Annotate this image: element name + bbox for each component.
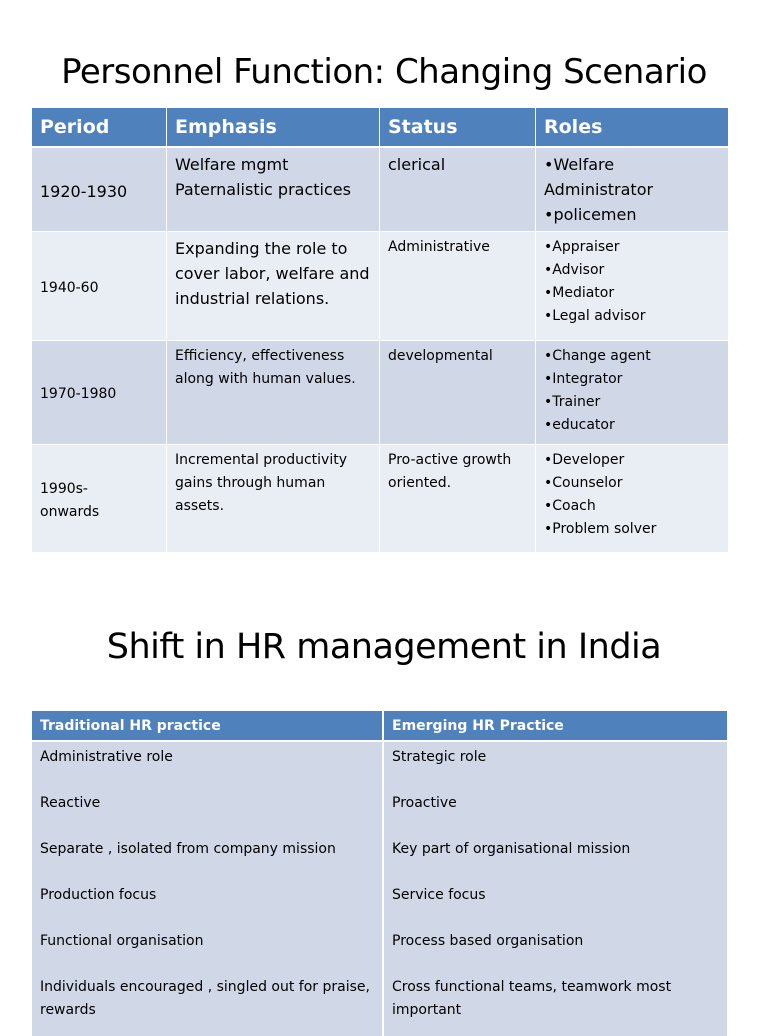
table-row: [32, 880, 729, 926]
role-item: •Problem solver: [544, 521, 657, 537]
roles-cell: [536, 148, 729, 232]
emphasis-cell: Efficiency, effectiveness along with human values.: [167, 341, 380, 445]
emphasis-line: Welfare mgmt: [175, 155, 289, 174]
header-status: Status: [380, 108, 536, 148]
table-row: [32, 926, 729, 972]
role-item: •Developer: [544, 452, 625, 468]
traditional-cell: Reactive: [32, 788, 384, 834]
personnel-function-table: [32, 108, 729, 553]
emphasis-cell: Expanding the role to cover labor, welfare and industrial relations.: [167, 232, 380, 341]
emerging-cell: Service focus: [384, 880, 729, 926]
role-item: •Mediator: [544, 285, 615, 301]
roles-cell: [536, 445, 729, 553]
traditional-cell: Individuals encouraged , singled out for praise, rewards: [32, 972, 384, 1036]
slide-title-hr-shift: Shift in HR management in India: [106, 627, 662, 667]
status-cell: developmental: [380, 341, 536, 445]
role-item: •educator: [544, 417, 615, 433]
header-roles: Roles: [536, 108, 729, 148]
role-item: •Legal advisor: [544, 308, 646, 324]
traditional-cell: Separate , isolated from company mission: [32, 834, 384, 880]
traditional-cell: Production focus: [32, 880, 384, 926]
emerging-cell: Key part of organisational mission: [384, 834, 729, 880]
role-item: •Trainer: [544, 394, 601, 410]
emphasis-cell: [167, 148, 380, 232]
table-row: [32, 232, 729, 341]
table-row: [32, 445, 729, 553]
emphasis-line: Paternalistic practices: [175, 180, 351, 199]
header-period: Period: [32, 108, 167, 148]
emerging-cell: Proactive: [384, 788, 729, 834]
role-item: •Welfare Administrator: [544, 155, 654, 199]
status-cell: clerical: [380, 148, 536, 232]
role-item: •Change agent: [544, 348, 651, 364]
traditional-cell: Administrative role: [32, 742, 384, 788]
period-cell: 1940-60: [32, 232, 167, 341]
header-emphasis: Emphasis: [167, 108, 380, 148]
hr-shift-table: [32, 711, 729, 1036]
role-item: •Advisor: [544, 262, 605, 278]
role-item: •Coach: [544, 498, 596, 514]
role-item: •Appraiser: [544, 239, 620, 255]
role-item: •Integrator: [544, 371, 623, 387]
table-header-row: [32, 711, 729, 742]
table-header-row: [32, 108, 729, 148]
roles-cell: [536, 341, 729, 445]
traditional-cell: Functional organisation: [32, 926, 384, 972]
table-row: [32, 341, 729, 445]
emerging-cell: Process based organisation: [384, 926, 729, 972]
period-cell: 1920-1930: [32, 148, 167, 232]
emerging-cell: Strategic role: [384, 742, 729, 788]
status-cell: Administrative: [380, 232, 536, 341]
slide-title-personnel-function: Personnel Function: Changing Scenario: [61, 52, 707, 92]
table-row: [32, 788, 729, 834]
role-item: •Counselor: [544, 475, 623, 491]
emerging-cell: Cross functional teams, teamwork most important: [384, 972, 729, 1036]
role-item: •policemen: [544, 205, 637, 224]
roles-cell: [536, 232, 729, 341]
table-row: [32, 742, 729, 788]
status-cell: Pro-active growth oriented.: [380, 445, 536, 553]
table-row: [32, 972, 729, 1036]
table-row: [32, 834, 729, 880]
table-row: [32, 148, 729, 232]
emphasis-cell: Incremental productivity gains through human assets.: [167, 445, 380, 553]
header-traditional: Traditional HR practice: [32, 711, 384, 742]
period-cell: 1970-1980: [32, 341, 167, 445]
period-cell: 1990s-onwards: [32, 445, 167, 553]
header-emerging: Emerging HR Practice: [384, 711, 729, 742]
